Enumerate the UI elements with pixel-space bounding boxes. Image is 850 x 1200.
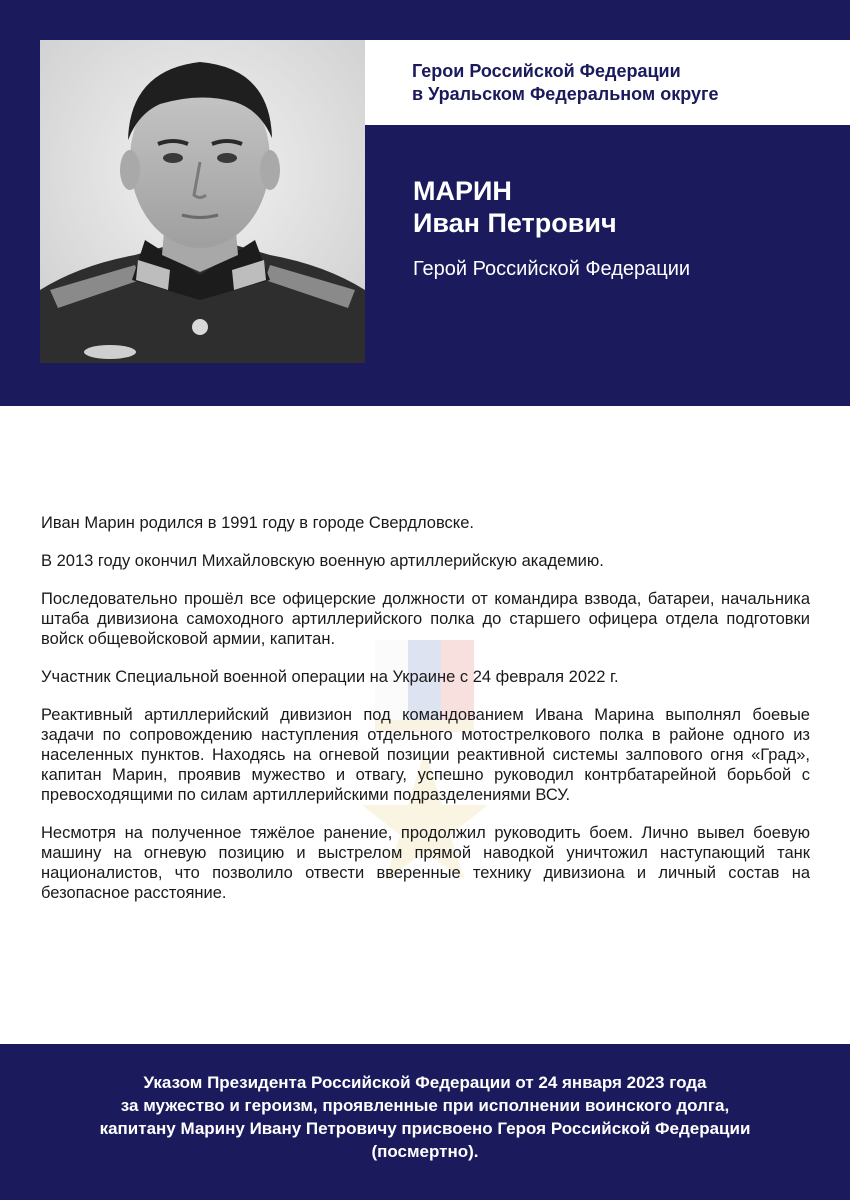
decree-line-4: (посмертно). [371,1142,479,1161]
decree-line-3: капитану Марину Ивану Петровичу присвоено Героя Российской Федерации [99,1119,751,1138]
header-title [412,60,718,106]
decree-line-2: за мужество и героизм, проявленные при исполнении воинского долга, [120,1096,730,1115]
bio-paragraph-1: Иван Марин родился в 1991 году в городе Свердловске. [41,514,474,532]
bio-paragraph-3: Последовательно прошёл все офицерские должности от командира взвода, батареи, начальника штаба дивизиона самоходного артиллерийского полка до старшего офицера отдела подготовки войск общевойсковой армии, капитан. [41,590,810,648]
decree-text [0,1071,850,1163]
hero-surname: МАРИН [413,176,512,206]
hero-rank-title: Герой Российской Федерации [413,258,691,280]
bio-paragraph-2: В 2013 году окончил Михайловскую военную артиллерийскую академию. [41,552,604,570]
biography [41,513,810,921]
bio-paragraph-6: Несмотря на полученное тяжёлое ранение, продолжил руководить боем. Лично вывел боевую машину на огневую позицию и выстрелом прямой наводкой уничтожил наступающий танк националистов, что позволило отвести вверенные технику дивизиона и личный состав на безопасное расстояние. [41,824,810,902]
bio-paragraph-5: Реактивный артиллерийский дивизион под командованием Ивана Марина выполнял боевые задачи по сопровождению наступления отдельного мотострелкового полка в районе одного из населенных пунктов. Находясь на огневой позиции реактивной системы залпового огня «Град», капитан Марин, проявив мужество и отвагу, успешно руководил контрбатарейной борьбой с превосходящими по силам артиллерийскими подразделениями ВСУ. [41,706,810,804]
header-title-line-1: Герои Российской Федерации [412,61,681,81]
bio-paragraph-4: Участник Специальной военной операции на Украине с 24 февраля 2022 г. [41,668,619,686]
portrait-illustration [40,40,365,363]
decree-line-1: Указом Президента Российской Федерации от 24 января 2023 года [143,1073,707,1092]
hero-given-names: Иван Петрович [413,208,617,238]
header-title-line-2: в Уральском Федеральном округе [412,84,719,104]
hero-portrait [40,40,365,363]
